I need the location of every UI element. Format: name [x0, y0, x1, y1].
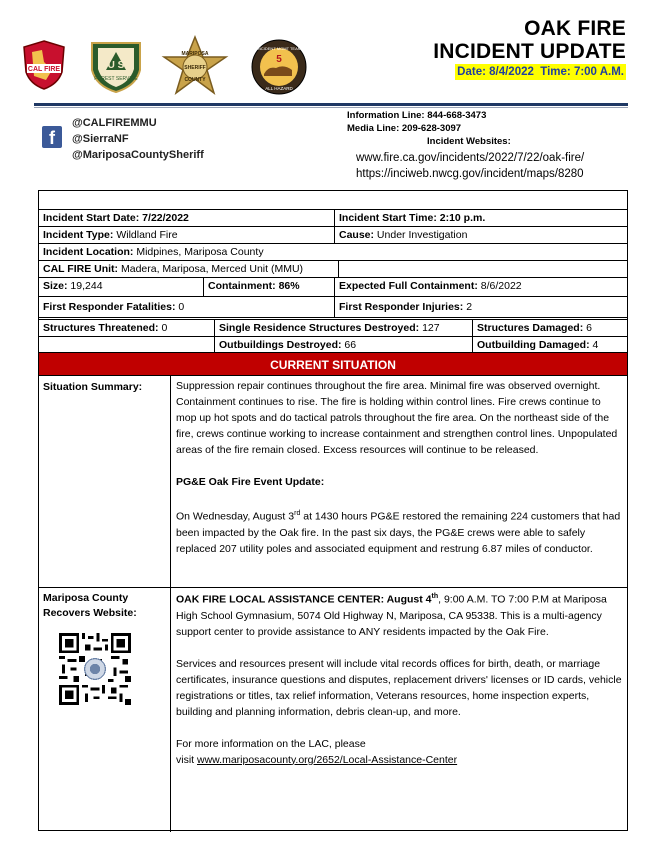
cal-fire-text: CAL FIRE [27, 66, 61, 73]
title-line-1: OAK FIRE [524, 17, 626, 40]
situation-summary-text: Suppression repair continues throughout the fire area. Minimal fire was observed overnight. Containment continues to rise. The fire is holding within control lines. Fire crews continue to mop up hot spots and do tactical patrols throughout the fire area. On the northeast side of the fire, crews continue working to increase containment and strengthen control lines. Unpopulated areas of the fire remain closed. Excess resources will continue to be released. [176, 380, 618, 456]
svg-text:COUNTY: COUNTY [184, 77, 206, 83]
media-line: Media Line: 209-628-3097 [347, 123, 462, 134]
lac-website-link[interactable]: www.mariposacounty.org/2652/Local-Assistance-Center [197, 753, 458, 766]
table-row [39, 226, 627, 243]
structures-threatened: Structures Threatened: 0 [43, 322, 168, 334]
visit-line: visit www.mariposacounty.org/2652/Local-Assistance-Center [176, 753, 458, 766]
situation-summary-label: Situation Summary: [43, 381, 143, 393]
recovery-section [39, 587, 627, 831]
cal-fire-unit: CAL FIRE Unit: Madera, Mariposa, Merced Unit (MMU) [39, 261, 339, 277]
column-divider [170, 376, 171, 587]
svg-text:MARIPOSA: MARIPOSA [181, 51, 209, 57]
incident-start-time: Incident Start Time: 2:10 p.m. [334, 210, 627, 226]
current-situation-banner: CURRENT SITUATION [39, 352, 627, 376]
lac-announcement: OAK FIRE LOCAL ASSISTANCE CENTER: August 4th, 9:00 A.M. TO 7:00 P.M at Mariposa High School Gymnasium, 5074 Old Highway N, Mariposa, CA 95338. This is a multi-agency support center to provide assistance to ANY residents impacted by the Oak Fire. [176, 593, 607, 638]
svg-text:5: 5 [276, 54, 282, 65]
more-info-text: For more information on the LAC, please [176, 737, 366, 750]
pge-update-heading: PG&E Oak Fire Event Update: [176, 476, 325, 488]
situation-summary-body [176, 378, 624, 557]
services-text: Services and resources present will include vital records offices for birth, death, or marriage certificates, insurance questions and disputes, replacement drivers' licenses or ID cards, vehicle registrations or titles, tax relief information, Veterans resources, home inspection experts, building and planning information, debris clean-up, and more. [176, 657, 622, 718]
table-row [39, 243, 627, 260]
recovery-body [176, 589, 624, 768]
table-row [39, 209, 627, 226]
title-line-2: INCIDENT UPDATE [433, 40, 626, 63]
outbuilding-damaged: Outbuilding Damaged: 4 [472, 337, 627, 352]
structures-damaged: Structures Damaged: 6 [472, 320, 627, 336]
header-rule-thin [34, 107, 628, 108]
incident-start-date: Incident Start Date: 7/22/2022 [43, 212, 189, 224]
incident-type: Incident Type: Wildland Fire [43, 229, 178, 241]
forest-service-logo [88, 40, 144, 94]
svg-text:ALL HAZARD: ALL HAZARD [265, 86, 293, 91]
incident-location: Incident Location: Midpines, Mariposa County [43, 246, 264, 258]
single-residence-destroyed: Single Residence Structures Destroyed: 127 [214, 320, 472, 336]
incident-cause: Cause: Under Investigation [334, 227, 627, 243]
table-row [39, 260, 627, 277]
mariposa-sheriff-badge [160, 35, 230, 99]
date-time-line [455, 64, 626, 80]
qr-code-icon[interactable] [59, 633, 131, 705]
time-label: Time: 7:00 A.M. [540, 66, 624, 78]
table-row [39, 319, 627, 336]
social-handle-sierranf[interactable]: @SierraNF [72, 133, 129, 145]
first-responder-fatalities: First Responder Fatalities: 0 [43, 301, 185, 313]
social-handle-sheriff[interactable]: @MariposaCountySheriff [72, 149, 204, 161]
information-line: Information Line: 844-668-3473 [347, 110, 487, 121]
svg-text:FOREST SERVICE: FOREST SERVICE [94, 76, 138, 82]
fire-size: Size: 19,244 [43, 280, 103, 292]
incident-websites-label: Incident Websites: [427, 136, 511, 147]
containment: Containment: 86% [203, 278, 334, 296]
incident-website-url-1[interactable]: www.fire.ca.gov/incidents/2022/7/22/oak-fire/ [356, 152, 585, 164]
expected-full-containment: Expected Full Containment: 8/6/2022 [334, 278, 627, 296]
table-row-empty [39, 191, 627, 209]
social-handle-calfire[interactable]: @CALFIREMMU [72, 117, 157, 129]
incident-table [38, 190, 628, 831]
recovery-label-line-1: Mariposa County [43, 592, 129, 604]
incident-website-url-2[interactable]: https://inciweb.nwcg.gov/incident/maps/8280 [356, 168, 584, 180]
column-divider [170, 588, 171, 832]
table-row [39, 336, 627, 352]
facebook-icon[interactable]: f [42, 126, 62, 148]
table-row [39, 296, 627, 317]
situation-summary-section [39, 376, 627, 587]
svg-text:SHERIFF: SHERIFF [184, 65, 206, 71]
cal-fire-logo [22, 40, 66, 90]
svg-text:INCIDENT MGMT TEAM: INCIDENT MGMT TEAM [256, 46, 302, 51]
header-rule [34, 103, 628, 106]
first-responder-injuries: First Responder Injuries: 2 [334, 297, 627, 317]
incident-management-team-logo [250, 38, 308, 96]
outbuildings-destroyed: Outbuildings Destroyed: 66 [214, 337, 472, 352]
date-label: Date: 8/4/2022 [457, 66, 534, 78]
svg-text:U S: U S [107, 60, 125, 71]
pge-update-text: On Wednesday, August 3rd at 1430 hours PG&E restored the remaining 224 customers that had been impacted by the Oak fire. In the past six days, the PG&E crews were able to safely replaced 207 utility poles and associated equipment and restrung 6.87 miles of conductor. [176, 510, 621, 555]
table-row [39, 277, 627, 296]
recovery-label-line-2: Recovers Website: [43, 607, 137, 619]
